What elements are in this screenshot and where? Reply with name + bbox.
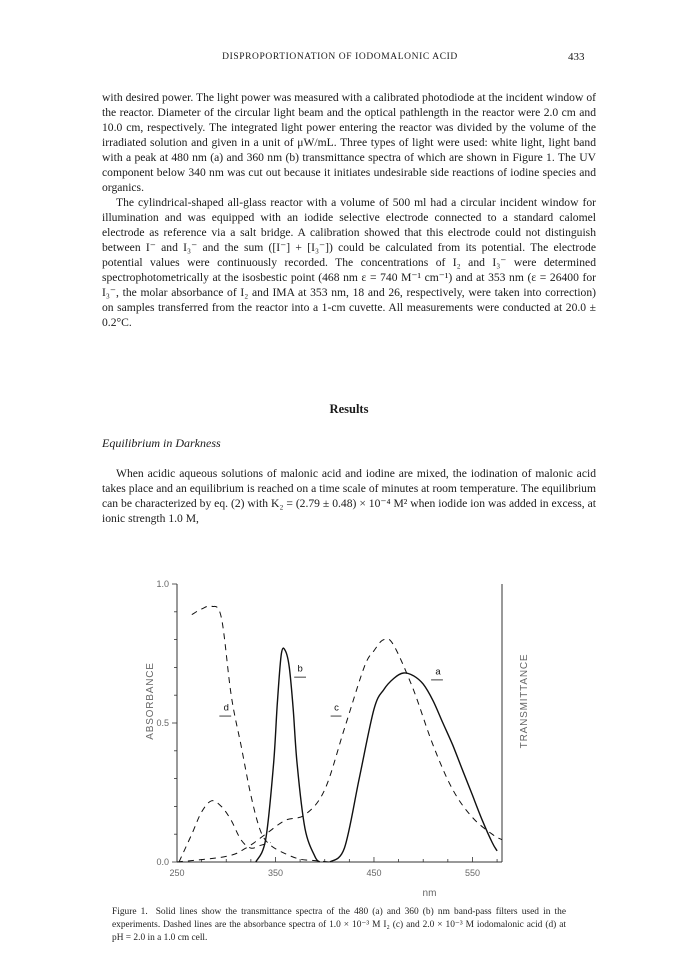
figure-1-chart [0, 560, 680, 900]
chart-series [177, 606, 502, 862]
subsection-heading-equilibrium: Equilibrium in Darkness [102, 436, 221, 450]
series-label-a: a [435, 666, 441, 678]
running-title: DISPROPORTIONATION OF IODOMALONIC ACID [222, 52, 458, 62]
series-label-c: c [334, 702, 339, 714]
chart-labels [145, 579, 530, 899]
results-text [102, 466, 596, 526]
x-tick-label: 550 [464, 868, 480, 878]
series-d-line-3 [192, 606, 330, 862]
y-tick-label: 0.0 [156, 857, 169, 867]
chart-axes [172, 584, 502, 862]
paragraph-light-power: with desired power. The light power was measured with a calibrated photodiode at the incident window of the reactor. Diameter of the circular light beam and the optical pathlength in the reactor were 2.0 cm and 10.0 cm, respectively. The integrated light power entering the reactor was divided by the volume of the irradiated solution and given in a unit of μW/mL. Three types of light were used: white light, light band with a peak at 480 nm (a) and 360 nm (b) transmittance spectra of which are shown in Figure 1. The UV component below 340 nm was cut out because it initiates undesirable side reactions of iodine species and organics. [102, 91, 596, 194]
x-tick-label: 450 [366, 868, 382, 878]
y-axis-label-absorbance: ABSORBANCE [145, 662, 156, 740]
paragraph-reactor: The cylindrical-shaped all-glass reactor with a volume of 500 ml had a circular incident window for illumination and was equipped with an iodide selective electrode connected to a standard calomel electrode as reference via a salt bridge. A calibration showed that this electrode could not distinguish between I⁻ and I₃⁻ and the sum ([I⁻] + [I₃⁻]) could be calculated from its potential. The electrode potential values were continuously recorded. The concentrations of I₂ and I₃⁻ were determined spectrophotometrically at the isosbestic point (468 nm ε = 740 M⁻¹ cm⁻¹) and at 353 nm (ε = 26400 for I₃⁻, the molar absorbance of I₂ and IMA at 353 nm, 18 and 26, respectively, were taken into correction) on samples transferred from the reactor into a 1-cm cuvette. All measurements were conducted at 20.0 ± 0.2°C. [102, 196, 596, 329]
y-tick-label: 0.5 [156, 718, 169, 728]
series-c-line-2 [177, 639, 502, 862]
x-tick-label: 350 [267, 868, 284, 878]
series-d-line-4 [179, 801, 271, 862]
methods-text [102, 90, 596, 330]
figure-caption-label: Figure 1. [112, 907, 148, 917]
page-number: 433 [568, 51, 585, 63]
section-heading-results: Results [329, 402, 369, 416]
y-axis-label-transmittance: TRANSMITTANCE [519, 653, 530, 749]
series-label-d: d [223, 702, 229, 714]
paragraph-equilibrium: When acidic aqueous solutions of malonic acid and iodine are mixed, the iodination of malonic acid takes place and an equilibrium is reached on a time scale of minutes at room temperature. The equilibrium can be characterized by eq. (2) with K₂ = (2.79 ± 0.48) × 10⁻⁴ M² when iodide ion was added in excess, at ionic strength 1.0 M, [102, 467, 596, 525]
y-tick-label: 1.0 [156, 579, 169, 589]
series-label-b: b [297, 663, 303, 675]
series-b-line-1 [256, 648, 320, 862]
figure-caption [112, 906, 566, 945]
figure-caption-text: Solid lines show the transmittance spectra of the 480 (a) and 360 (b) nm band-pass filters used in the experiments. Dashed lines are the absorbance spectra of 1.0 × 10⁻³ M I₂ (c) and 2.0 × 10⁻³ M iodomalonic acid (d) at pH = 2.0 in a 1.0 cm cell. [112, 907, 567, 943]
x-tick-label: 250 [169, 868, 185, 878]
series-a-line-0 [330, 673, 497, 862]
running-head [0, 52, 680, 68]
x-axis-label: nm [422, 888, 437, 899]
